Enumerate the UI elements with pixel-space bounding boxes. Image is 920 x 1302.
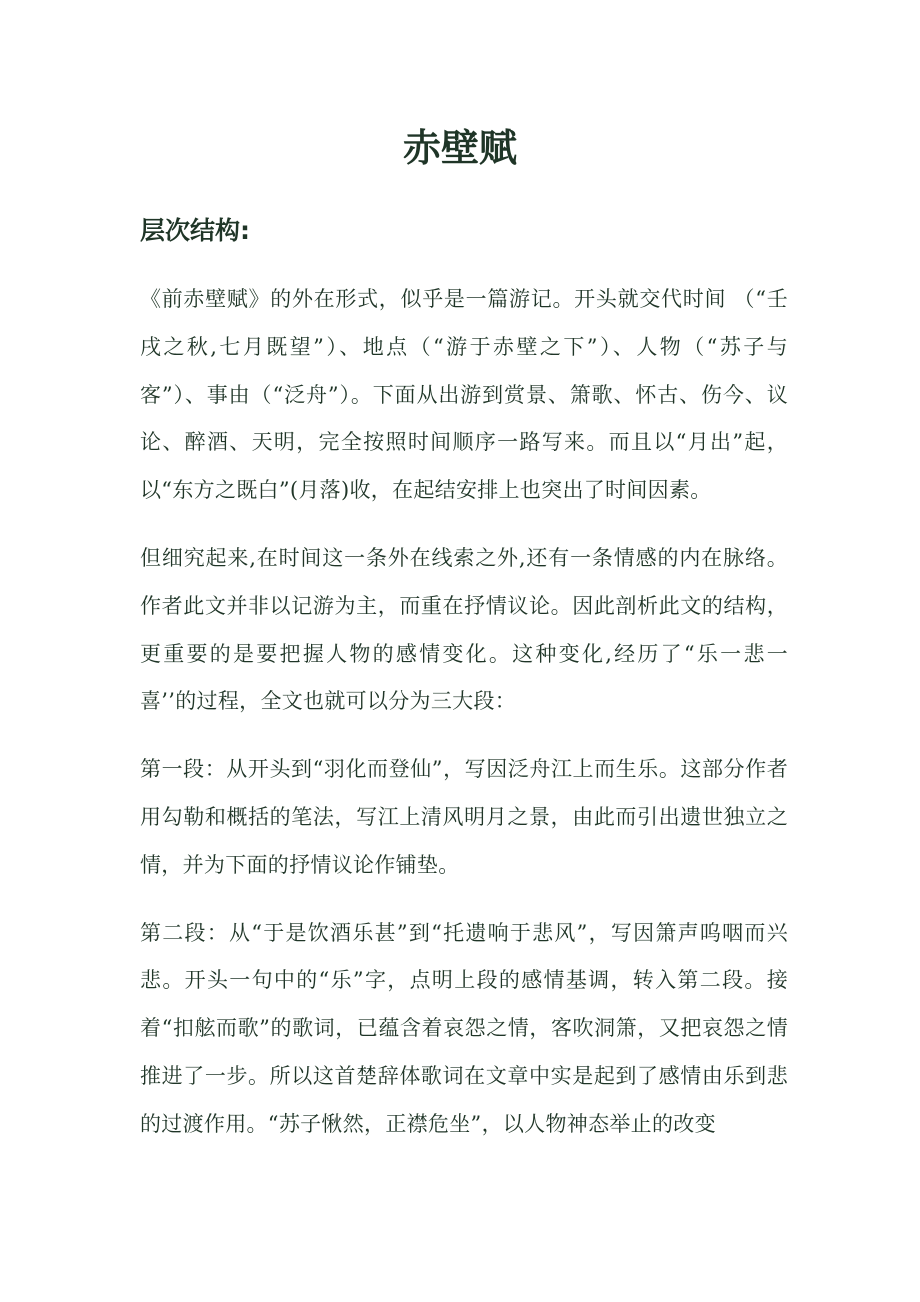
paragraph-4: 第二段：从“于是饮酒乐甚”到“托遗响于悲风”，写因箫声呜咽而兴悲。开头一句中的“乐”字，点明上段的感情基调，转入第二段。接着“扣舷而歌”的歌词，已蕴含着哀怨之情，客吹洞箫，又把哀怨之情推进了一步。所以这首楚辞体歌词在文章中实是起到了感情由乐到悲的过渡作用。“苏子愀然，正襟危坐”，以人物神态举止的改变: [140, 920, 788, 1136]
paragraph-2: 但细究起来,在时间这一条外在线索之外,还有一条情感的内在脉络。作者此文并非以记游为主，而重在抒情议论。因此剖析此文的结构，更重要的是要把握人物的感情变化。这种变化,经历了“乐一悲一喜’’的过程，全文也就可以分为三大段：: [140, 545, 788, 714]
document-body: [140, 276, 788, 1169]
document-title: 赤壁赋: [402, 126, 517, 170]
paragraph-1: 《前赤壁赋》的外在形式，似乎是一篇游记。开头就交代时间 （“壬戌之秋,七月既望”）、地点（“游于赤壁之下”）、人物（“苏子与客”）、事由（“泛舟”）。下面从出游到赏景、箫歌、怀古、伤今、议论、醉酒、天明，完全按照时间顺序一路写来。而且以“月出”起，以“东方之既白”(月落)收，在起结安排上也突出了时间因素。: [140, 287, 788, 503]
section-heading: 层次结构:: [140, 216, 250, 245]
paragraph-3: 第一段：从开头到“羽化而登仙”，写因泛舟江上而生乐。这部分作者用勾勒和概括的笔法，写江上清风明月之景，由此而引出遗世独立之情，并为下面的抒情议论作铺垫。: [140, 757, 788, 877]
